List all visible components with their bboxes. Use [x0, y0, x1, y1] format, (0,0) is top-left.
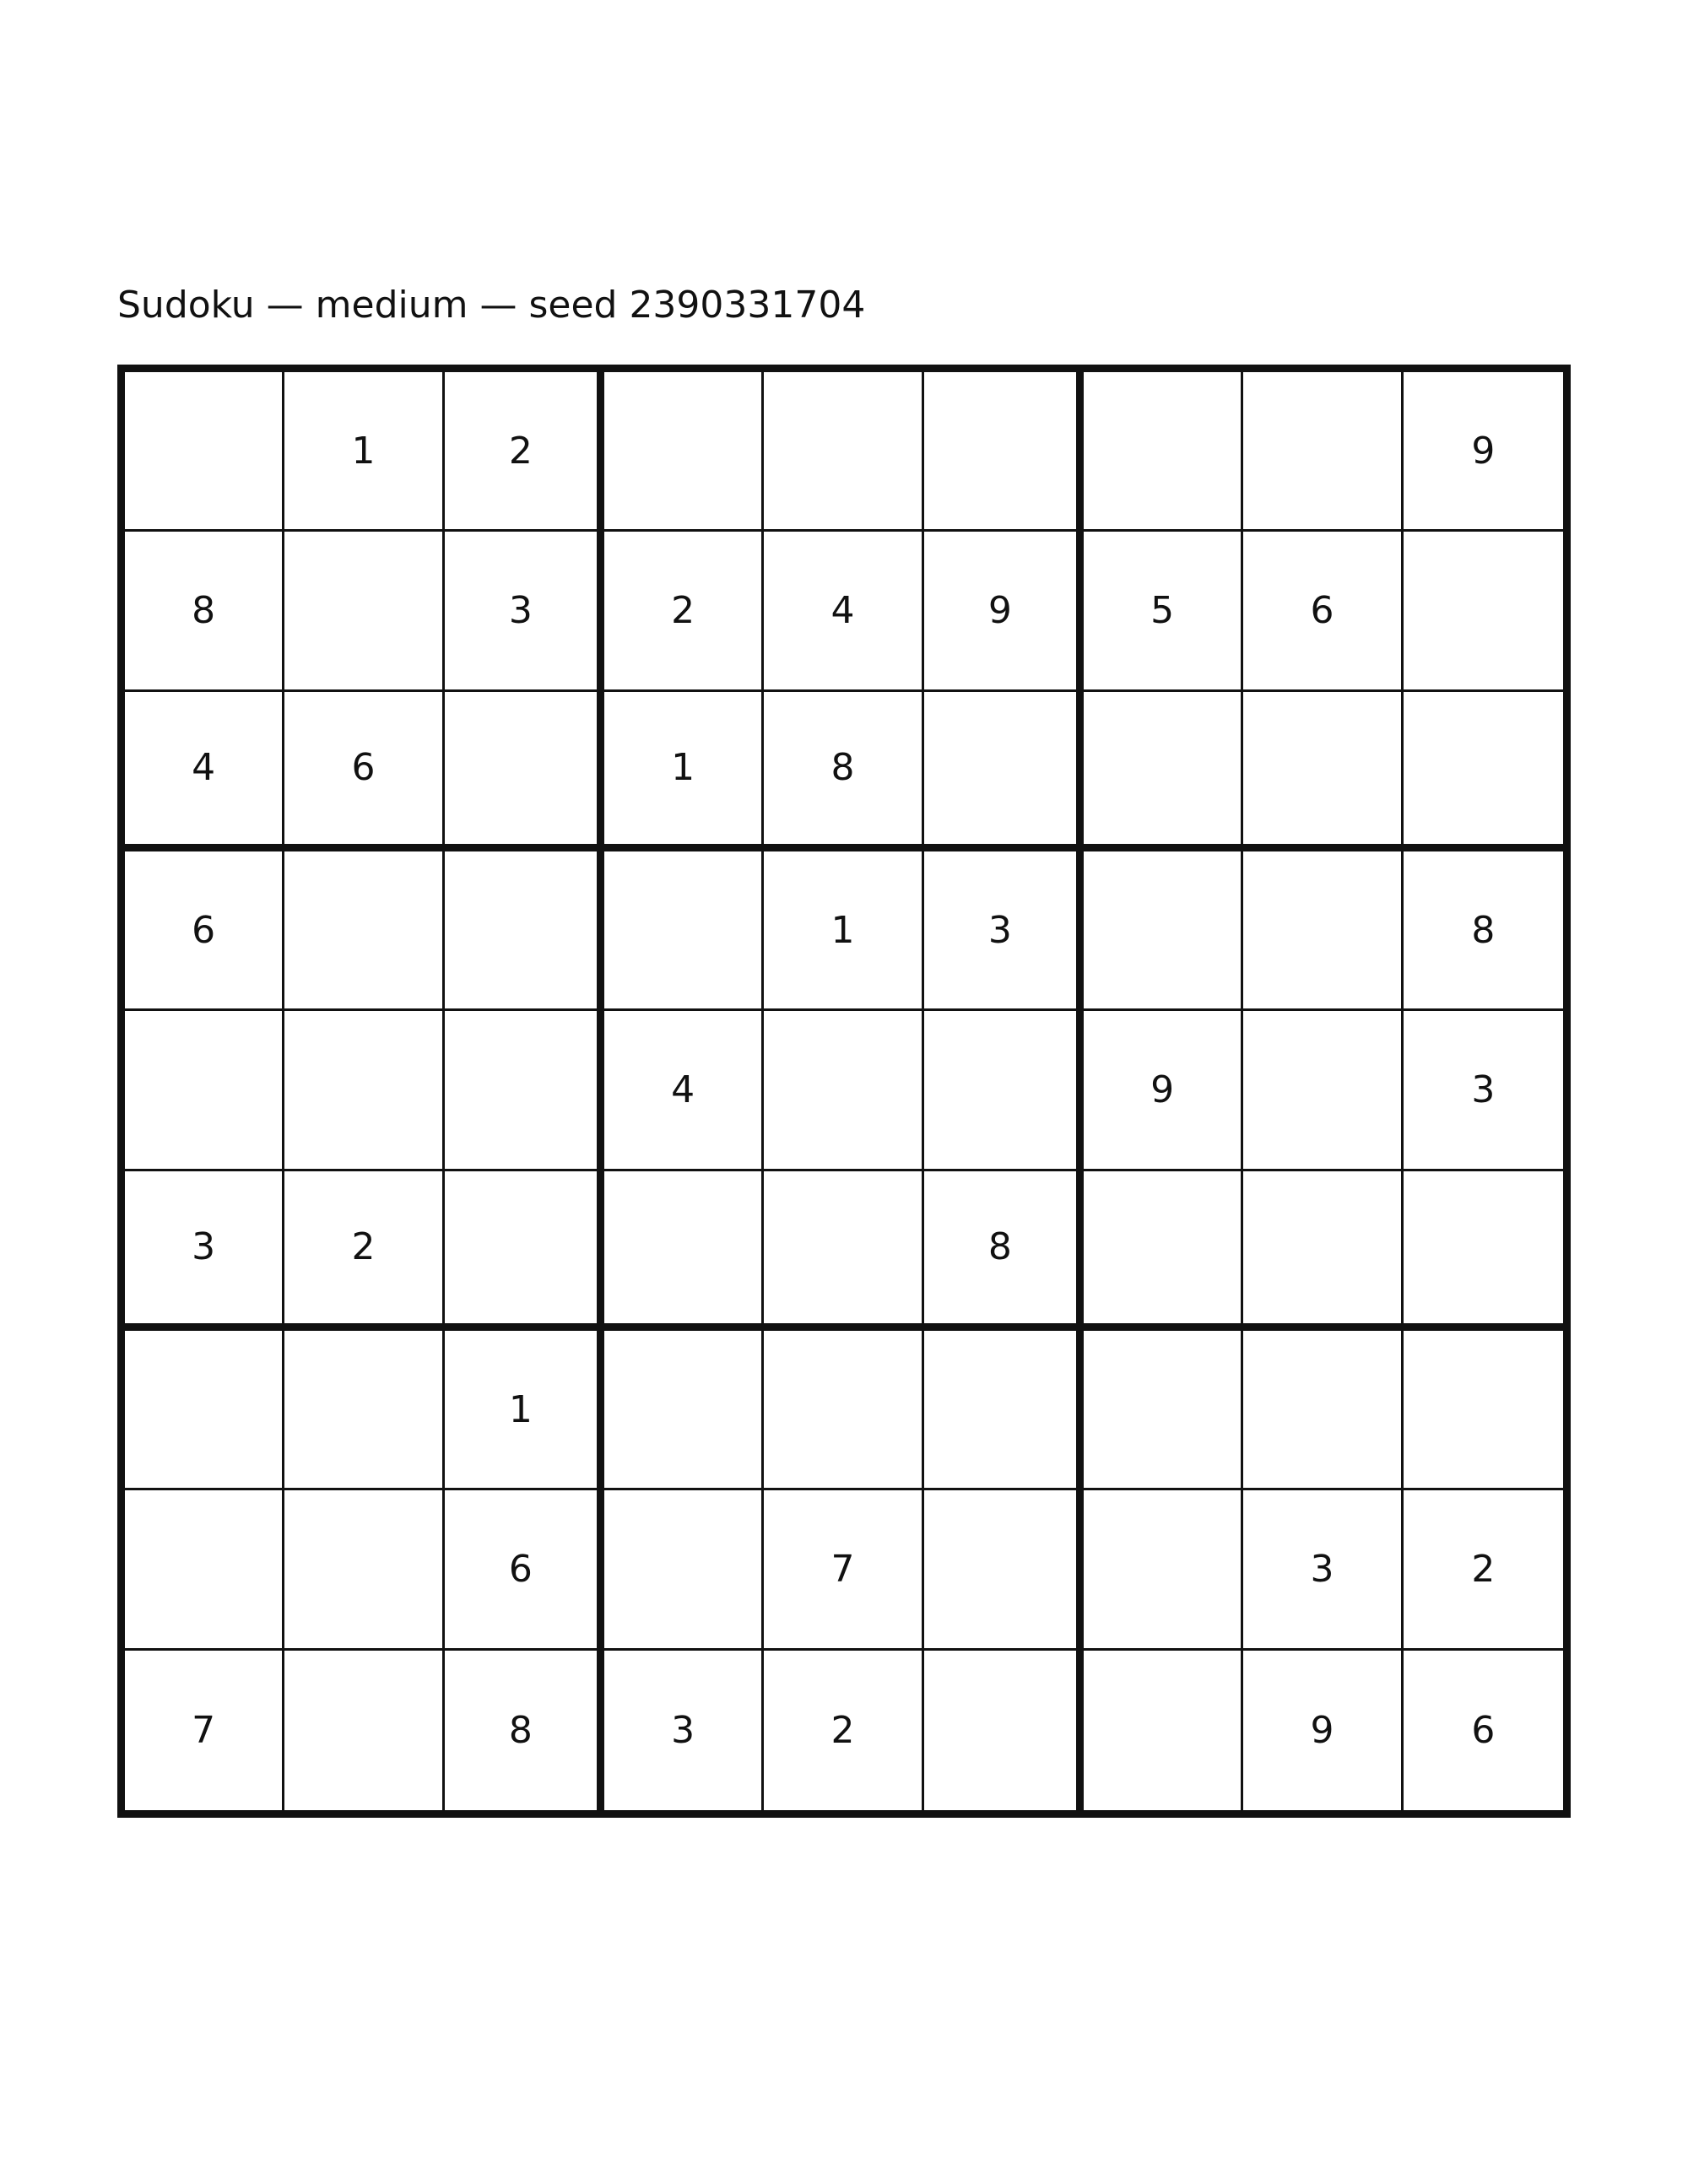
empty-cell-r5c6[interactable]	[924, 1011, 1084, 1170]
given-cell-r9c8: 9	[1243, 1651, 1403, 1810]
given-cell-r5c7: 9	[1084, 1011, 1243, 1170]
empty-cell-r6c3[interactable]	[445, 1171, 604, 1331]
empty-cell-r7c5[interactable]	[764, 1331, 923, 1490]
given-cell-r1c9: 9	[1404, 372, 1563, 532]
given-cell-r2c3: 3	[445, 532, 604, 691]
given-cell-r4c5: 1	[764, 851, 923, 1011]
empty-cell-r5c5[interactable]	[764, 1011, 923, 1170]
given-cell-r2c1: 8	[125, 532, 284, 691]
given-cell-r1c3: 2	[445, 372, 604, 532]
empty-cell-r1c1[interactable]	[125, 372, 284, 532]
given-cell-r1c2: 1	[284, 372, 444, 532]
given-cell-r7c3: 1	[445, 1331, 604, 1490]
empty-cell-r3c7[interactable]	[1084, 692, 1243, 851]
empty-cell-r4c7[interactable]	[1084, 851, 1243, 1011]
given-cell-r6c1: 3	[125, 1171, 284, 1331]
empty-cell-r6c5[interactable]	[764, 1171, 923, 1331]
given-cell-r4c1: 6	[125, 851, 284, 1011]
empty-cell-r4c4[interactable]	[604, 851, 764, 1011]
empty-cell-r7c7[interactable]	[1084, 1331, 1243, 1490]
given-cell-r2c7: 5	[1084, 532, 1243, 691]
given-cell-r8c8: 3	[1243, 1490, 1403, 1650]
given-cell-r9c9: 6	[1471, 1708, 1496, 1752]
empty-cell-r9c6[interactable]	[924, 1651, 1084, 1810]
empty-cell-r5c2[interactable]	[284, 1011, 444, 1170]
given-cell-r3c2: 6	[284, 692, 444, 851]
empty-cell-r3c8[interactable]	[1243, 692, 1403, 851]
empty-cell-r1c8[interactable]	[1243, 372, 1403, 532]
given-cell-r9c3: 8	[445, 1651, 604, 1810]
empty-cell-r9c7[interactable]	[1084, 1651, 1243, 1810]
empty-cell-r3c3[interactable]	[445, 692, 604, 851]
empty-cell-r5c3[interactable]	[445, 1011, 604, 1170]
given-cell-r9c1: 7	[125, 1651, 284, 1810]
empty-cell-r3c6[interactable]	[924, 692, 1084, 851]
given-cell-r3c1: 4	[125, 692, 284, 851]
empty-cell-r1c4[interactable]	[604, 372, 764, 532]
empty-cell-r4c2[interactable]	[284, 851, 444, 1011]
empty-cell-r1c6[interactable]	[924, 372, 1084, 532]
given-cell-r5c9: 3	[1404, 1011, 1563, 1170]
empty-cell-r6c4[interactable]	[604, 1171, 764, 1331]
empty-cell-r4c8[interactable]	[1243, 851, 1403, 1011]
empty-cell-r6c7[interactable]	[1084, 1171, 1243, 1331]
empty-cell-r2c9[interactable]	[1404, 532, 1563, 691]
given-cell-r4c6: 3	[924, 851, 1084, 1011]
empty-cell-r7c6[interactable]	[924, 1331, 1084, 1490]
empty-cell-r6c8[interactable]	[1243, 1171, 1403, 1331]
given-cell-r8c9: 2	[1404, 1490, 1563, 1650]
empty-cell-r7c8[interactable]	[1243, 1331, 1403, 1490]
given-cell-r8c5: 7	[764, 1490, 923, 1650]
given-cell-r2c6: 9	[924, 532, 1084, 691]
empty-cell-r9c2[interactable]	[284, 1651, 444, 1810]
empty-cell-r8c4[interactable]	[604, 1490, 764, 1650]
empty-cell-r2c2[interactable]	[284, 532, 444, 691]
given-cell-r9c4: 3	[604, 1651, 764, 1810]
given-cell-r3c4: 1	[604, 692, 764, 851]
empty-cell-r8c1[interactable]	[125, 1490, 284, 1650]
empty-cell-r3c9[interactable]	[1404, 692, 1563, 851]
empty-cell-r8c2[interactable]	[284, 1490, 444, 1650]
given-cell-r6c6: 8	[924, 1171, 1084, 1331]
empty-cell-r5c1[interactable]	[125, 1011, 284, 1170]
empty-cell-r8c7[interactable]	[1084, 1490, 1243, 1650]
empty-cell-r1c7[interactable]	[1084, 372, 1243, 532]
empty-cell-r7c2[interactable]	[284, 1331, 444, 1490]
given-cell-r2c4: 2	[604, 532, 764, 691]
sudoku-board	[117, 365, 1571, 1818]
empty-cell-r7c9[interactable]	[1404, 1331, 1563, 1490]
given-cell-r6c2: 2	[284, 1171, 444, 1331]
given-cell-r4c9: 8	[1404, 851, 1563, 1011]
given-cell-r9c5: 2	[764, 1651, 923, 1810]
empty-cell-r8c6[interactable]	[924, 1490, 1084, 1650]
given-cell-r2c5: 4	[764, 532, 923, 691]
empty-cell-r7c1[interactable]	[125, 1331, 284, 1490]
empty-cell-r5c8[interactable]	[1243, 1011, 1403, 1170]
empty-cell-r7c4[interactable]	[604, 1331, 764, 1490]
given-cell-r3c5: 8	[764, 692, 923, 851]
given-cell-r8c3: 6	[445, 1490, 604, 1650]
given-cell-r5c4: 4	[604, 1011, 764, 1170]
empty-cell-r1c5[interactable]	[764, 372, 923, 532]
empty-cell-r4c3[interactable]	[445, 851, 604, 1011]
empty-cell-r6c9[interactable]	[1404, 1171, 1563, 1331]
given-cell-r2c8: 6	[1243, 532, 1403, 691]
puzzle-title: Sudoku — medium — seed 2390331704	[117, 284, 866, 327]
